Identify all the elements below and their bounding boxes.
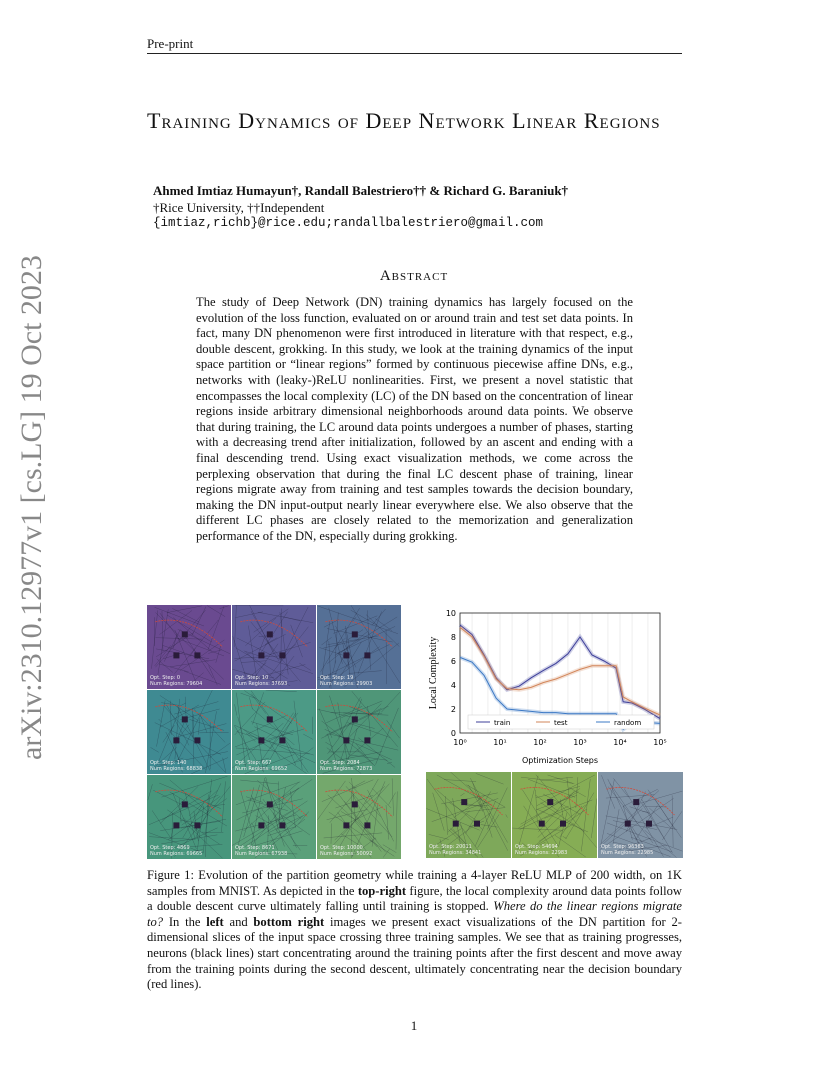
x-tick-label: 10¹ bbox=[493, 738, 507, 747]
panel-regions-label: Num Regions: 69665 bbox=[150, 851, 203, 857]
panel-caption bbox=[235, 675, 287, 687]
panel-regions-label: Num Regions: 69652 bbox=[235, 766, 288, 772]
partition-panel bbox=[317, 690, 401, 774]
panel-caption bbox=[320, 760, 372, 772]
partition-panel bbox=[232, 605, 316, 689]
x-tick-label: 10² bbox=[533, 738, 547, 747]
paper-title: Training Dynamics of Deep Network Linear Regions bbox=[147, 108, 661, 133]
panel-step-label: Opt. Step: 667 bbox=[235, 760, 272, 766]
legend-label: random bbox=[614, 719, 642, 727]
running-header: Pre-print bbox=[147, 36, 194, 51]
partition-late-panel bbox=[598, 772, 683, 858]
partition-panel bbox=[147, 775, 231, 859]
local-complexity-chart bbox=[424, 605, 682, 770]
caption-text-2: figure, the local complexity around data points follow a double descent curve ultimately falling until training is stopped. bbox=[147, 883, 682, 914]
y-ticks bbox=[446, 609, 456, 738]
partition-late-panel bbox=[512, 772, 597, 858]
caption-bold-top-right: top-right bbox=[357, 883, 407, 898]
author-list: Ahmed Imtiaz Humayun†, Randall Balestriero†† & Richard G. Baraniuk† bbox=[153, 183, 569, 198]
partition-panel bbox=[232, 690, 316, 774]
y-tick-label: 6 bbox=[450, 657, 456, 666]
panel-caption bbox=[515, 844, 567, 856]
panel-caption bbox=[150, 675, 202, 687]
caption-bold-bottom-right: bottom right bbox=[253, 914, 325, 929]
author-emails: {imtiaz,richb}@rice.edu;randallbalestriero@gmail.com bbox=[153, 216, 544, 230]
panel-regions-label: Num Regions: 50092 bbox=[320, 851, 373, 857]
y-tick-label: 2 bbox=[450, 705, 456, 714]
figure-caption bbox=[147, 868, 682, 993]
y-tick-label: 8 bbox=[450, 633, 456, 642]
series-band-train bbox=[460, 625, 660, 719]
affiliations: †Rice University, ††Independent bbox=[153, 200, 325, 215]
abstract-heading: Abstract bbox=[379, 268, 449, 284]
figure-1 bbox=[147, 605, 682, 860]
panel-step-label: Opt. Step: 4869 bbox=[150, 845, 190, 851]
page-number: 1 bbox=[410, 1018, 418, 1033]
partition-late-panel bbox=[426, 772, 511, 858]
panel-regions-label: Num Regions: 29903 bbox=[320, 681, 373, 687]
panel-step-label: Opt. Step: 10 bbox=[235, 675, 269, 681]
caption-text-1: Evolution of the partition geometry while training a 4-layer ReLU MLP of 200 width, on 1K samples from MNIST. As depicted in the bbox=[147, 868, 683, 898]
x-tick-label: 10⁵ bbox=[653, 738, 667, 747]
chart-legend bbox=[468, 715, 654, 729]
abstract-body: The study of Deep Network (DN) training dynamics has largely focused on the evolution of the loss function, evaluated on or around train and test set data points. In fact, many DN phenomenon were first introduced in literature with that respect, e.g., double descent, grokking. In this study, we look at the training dynamics of the input space partition or “linear regions” formed by continuous piecewise affine DNs, e.g., networks with (leaky-)ReLU nonlinearities. First, we present a novel statistic that encompasses the local complexity (LC) of the DN based on the concentration of linear regions inside arbitrary dimensional neighborhoods around data points. We observe that during training, the LC around data points undergoes a number of phases, starting with a decreasing trend after initialization, followed by an ascent and ending with a final descending trend. Using exact visualization methods, we come across the perplexing observation that during the final LC descent phase of training, linear regions migrate away from training and test samples towards the decision boundary, making the DN input-output nearly linear everywhere else. We also observe that the different LC phases are closely related to the memorization and generalization performance of the DN, especially during grokking. bbox=[196, 295, 633, 543]
legend-label: test bbox=[554, 719, 568, 727]
y-tick-label: 10 bbox=[445, 609, 456, 618]
caption-label: Figure 1: bbox=[147, 868, 194, 882]
partition-panel bbox=[147, 605, 231, 689]
panel-step-label: Opt. Step: 20011 bbox=[429, 844, 472, 850]
panel-step-label: Opt. Step: 54694 bbox=[515, 844, 558, 850]
y-tick-label: 0 bbox=[450, 729, 456, 738]
partition-panel bbox=[317, 605, 401, 689]
partition-panel bbox=[232, 775, 316, 859]
panel-caption bbox=[320, 675, 372, 687]
y-axis-label: Local Complexity bbox=[428, 636, 439, 710]
panel-step-label: Opt. Step: 8671 bbox=[235, 845, 275, 851]
caption-italic-question: Where do the linear regions migrate to? bbox=[147, 899, 682, 929]
series-lines bbox=[460, 625, 660, 729]
panel-caption bbox=[320, 845, 372, 857]
x-axis-label: Optimization Steps bbox=[521, 756, 599, 765]
panel-regions-label: Num Regions: 79604 bbox=[150, 681, 203, 687]
series-band-test bbox=[460, 627, 660, 715]
panel-caption bbox=[235, 845, 287, 857]
panel-step-label: Opt. Step: 0 bbox=[150, 675, 181, 681]
partition-panel bbox=[147, 690, 231, 774]
panel-step-label: Opt. Step: 10000 bbox=[320, 845, 363, 851]
caption-text-3: In the bbox=[163, 914, 207, 929]
panel-caption bbox=[235, 760, 287, 772]
panel-regions-label: Num Regions: 22983 bbox=[515, 850, 568, 856]
caption-text-4: and bbox=[223, 914, 254, 929]
panel-caption bbox=[150, 760, 202, 772]
panel-regions-label: Num Regions: 34841 bbox=[429, 850, 482, 856]
panel-caption bbox=[150, 845, 202, 857]
caption-bold-left: left bbox=[206, 914, 224, 929]
panel-step-label: Opt. Step: 96383 bbox=[601, 844, 644, 850]
x-tick-label: 10⁴ bbox=[613, 738, 627, 747]
panel-caption bbox=[601, 844, 653, 856]
x-tick-label: 10⁰ bbox=[453, 738, 467, 747]
caption-text-5: images we present exact visualizations of the DN partition for 2-dimensional slices of the input space crossing three training samples. We see that as training progresses, neurons (black lines) start concentrating around the training points after the first descent and move away from the training points during the second descent, ultimately concentrating near the decision boundary (red lines). bbox=[147, 914, 682, 992]
panel-caption bbox=[429, 844, 481, 856]
panel-regions-label: Num Regions: 67938 bbox=[235, 851, 288, 857]
x-ticks bbox=[453, 738, 666, 747]
legend-label: train bbox=[494, 719, 511, 727]
panel-regions-label: Num Regions: 68838 bbox=[150, 766, 203, 772]
x-tick-label: 10³ bbox=[573, 738, 587, 747]
panel-step-label: Opt. Step: 19 bbox=[320, 675, 354, 681]
arxiv-side-stamp: arXiv:2310.12977v1 [cs.LG] 19 Oct 2023 bbox=[15, 255, 48, 760]
partition-panel bbox=[317, 775, 401, 859]
panel-step-label: Opt. Step: 140 bbox=[150, 760, 187, 766]
panel-step-label: Opt. Step: 2084 bbox=[320, 760, 360, 766]
panel-regions-label: Num Regions: 37693 bbox=[235, 681, 288, 687]
panel-regions-label: Num Regions: 22985 bbox=[601, 850, 654, 856]
header-rule bbox=[147, 53, 682, 54]
panel-regions-label: Num Regions: 72873 bbox=[320, 766, 373, 772]
y-tick-label: 4 bbox=[450, 681, 456, 690]
